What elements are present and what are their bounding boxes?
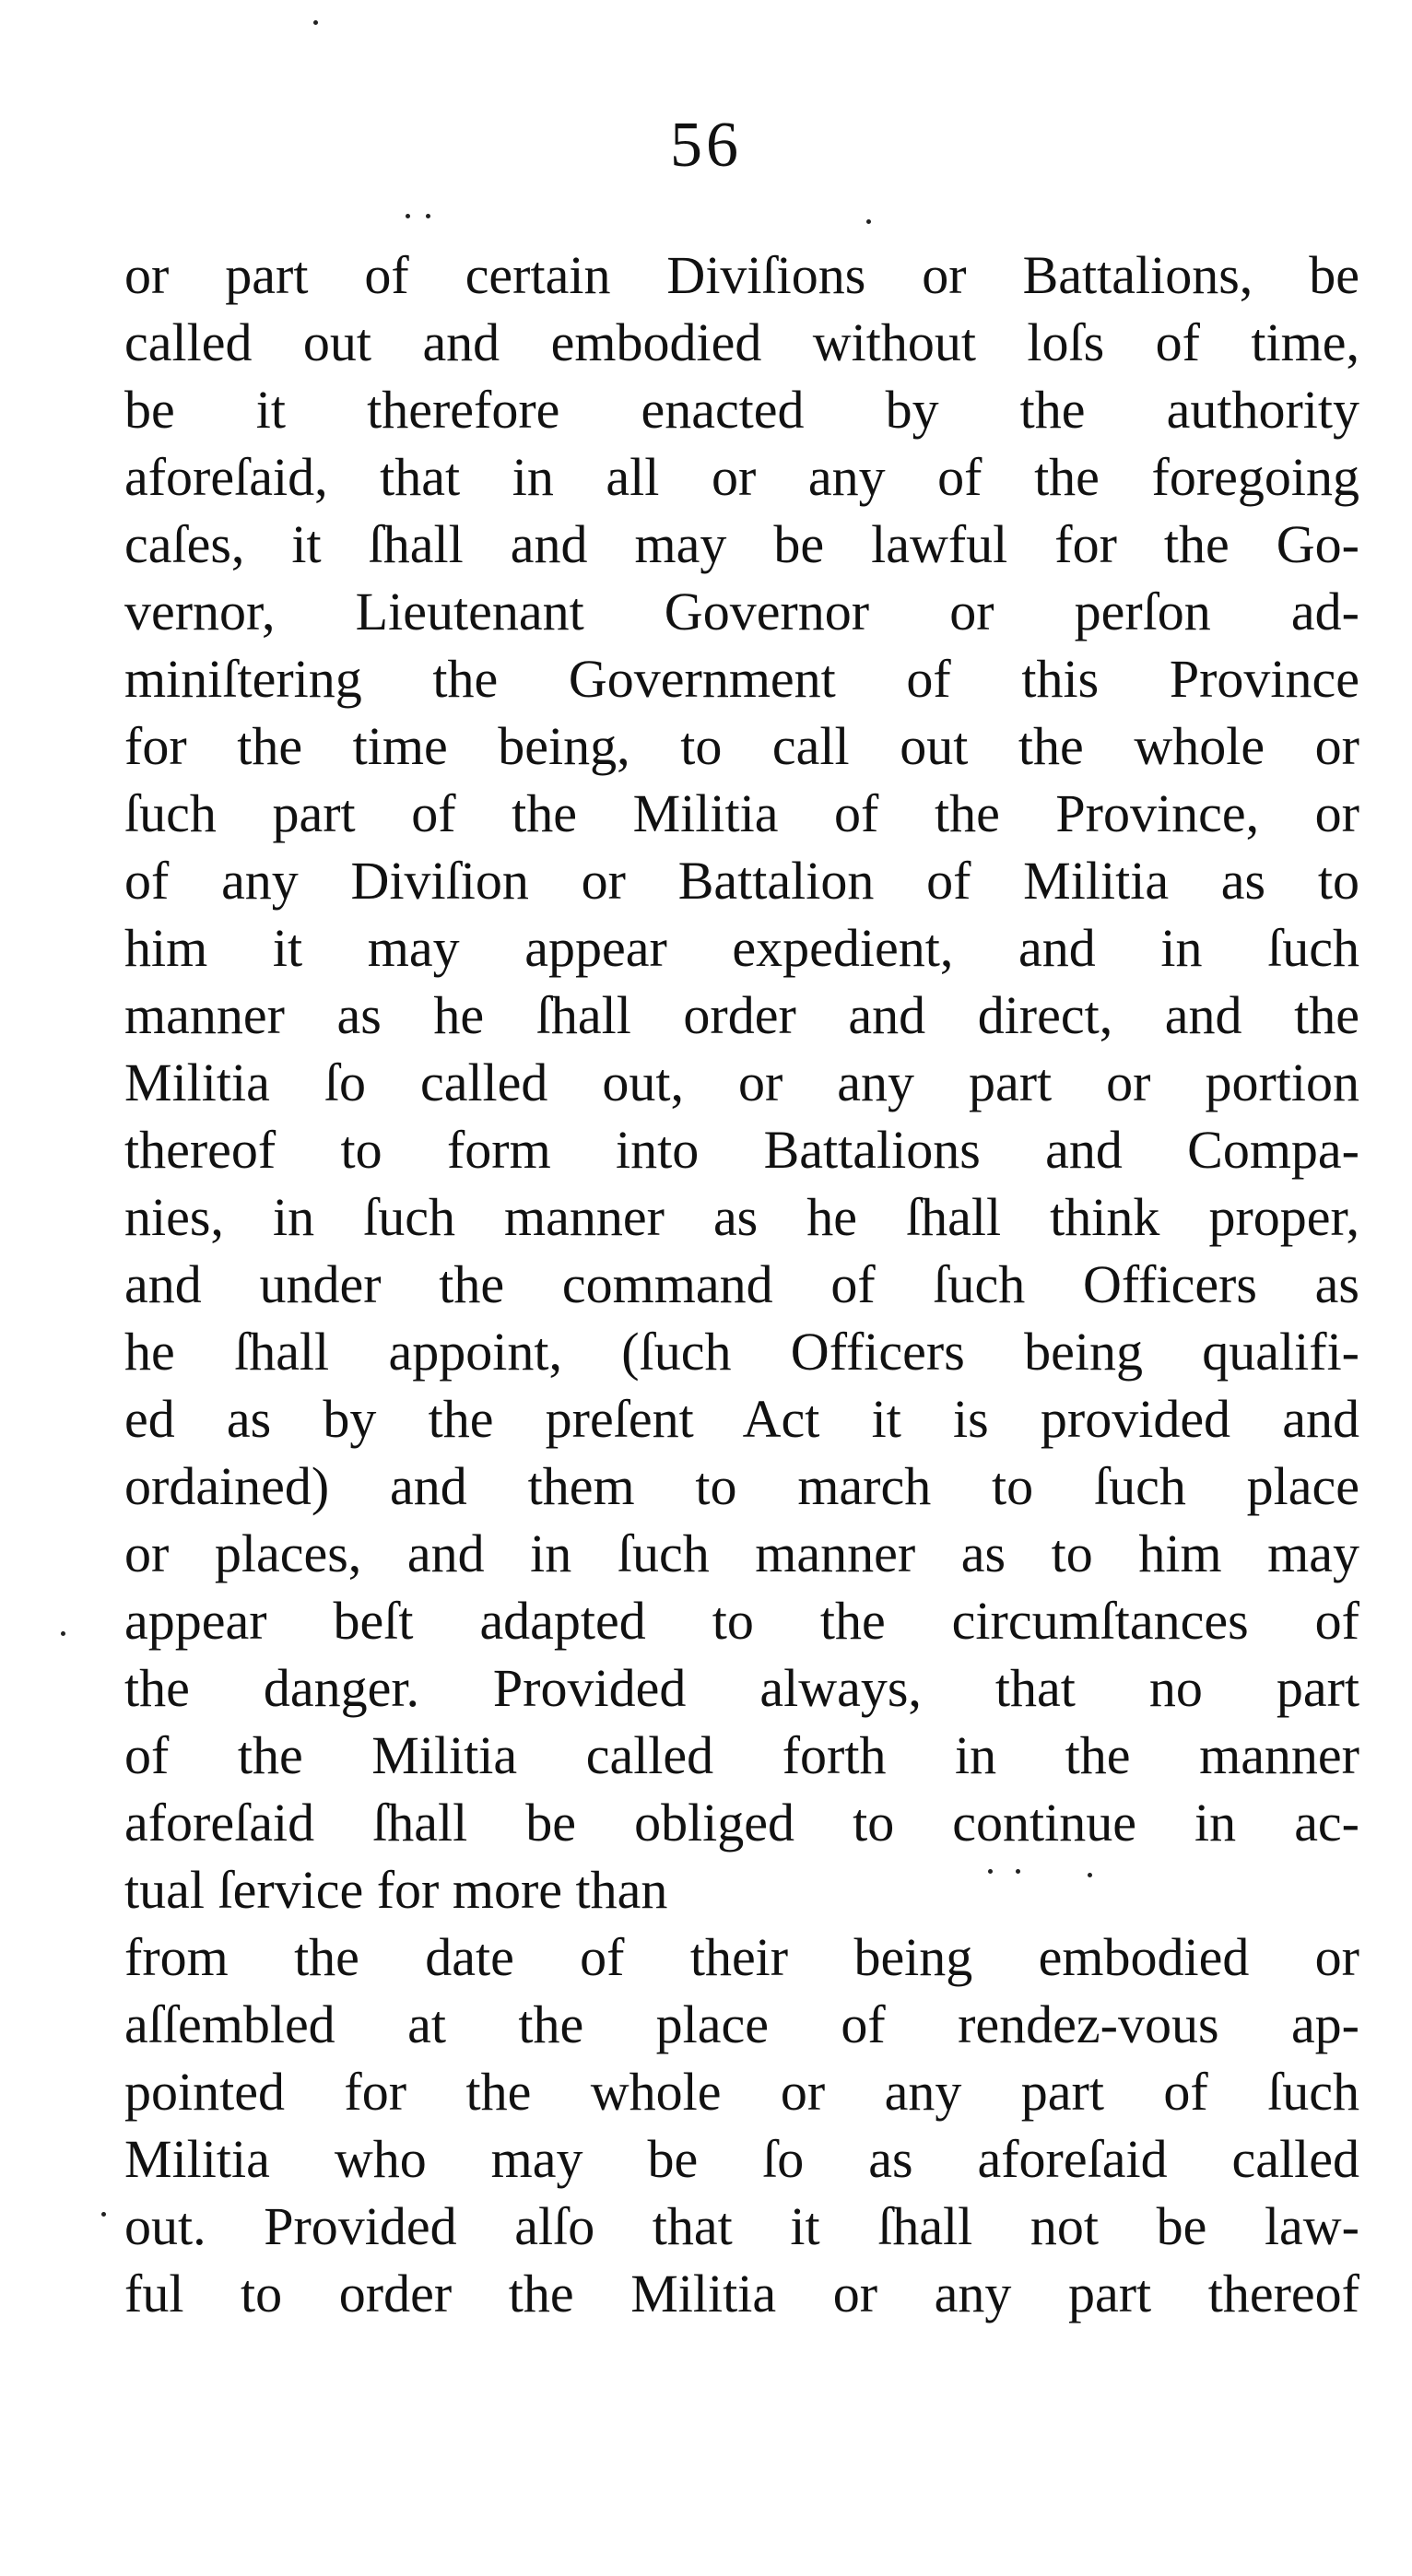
text-line: ordained) and them to march to ſuch place [124, 1456, 1359, 1516]
text-line: Militia ſo called out, or any part or portion [124, 1053, 1359, 1112]
ink-speck [406, 214, 410, 218]
text-line: ſuch part of the Militia of the Province, or [124, 783, 1359, 843]
text-line: aforeſaid ſhall be obliged to continue in ac- [124, 1793, 1359, 1853]
ink-speck [988, 1869, 993, 1874]
text-line: he ſhall appoint, (ſuch Officers being qualifi- [124, 1322, 1359, 1382]
text-line: the danger. Provided always, that no part [124, 1658, 1359, 1718]
ink-speck [313, 20, 318, 25]
text-line: out. Provided alſo that it ſhall not be law- [124, 2196, 1359, 2256]
text-line: him it may appear expedient, and in ſuch [124, 918, 1359, 978]
text-line: for the time being, to call out the whole or [124, 716, 1359, 776]
text-line: or part of certain Diviſions or Battalions, be [124, 245, 1359, 305]
page-number: 56 [670, 110, 742, 181]
text-line: vernor, Lieutenant Governor or perſon ad- [124, 582, 1359, 641]
text-line: and under the command of ſuch Officers as [124, 1254, 1359, 1314]
ink-speck [866, 219, 871, 224]
text-line: from the date of their being embodied or [124, 1927, 1359, 1987]
text-line: manner as he ſhall order and direct, and the [124, 985, 1359, 1045]
text-line: tual ſervice for more than [124, 1860, 668, 1920]
text-line: called out and embodied without loſs of time, [124, 312, 1359, 372]
body-text [124, 241, 1359, 2327]
ink-speck [101, 2212, 106, 2217]
ink-speck [61, 1631, 65, 1636]
text-line: aſſembled at the place of rendez-vous ap- [124, 1994, 1359, 2054]
text-line: of the Militia called forth in the manner [124, 1725, 1359, 1785]
ink-speck [1088, 1873, 1092, 1877]
text-line: be it therefore enacted by the authority [124, 380, 1359, 440]
text-line: thereof to form into Battalions and Compa- [124, 1120, 1359, 1180]
text-line: aforeſaid, that in all or any of the foregoing [124, 447, 1359, 507]
ink-speck [1016, 1869, 1020, 1874]
text-line: ed as by the preſent Act it is provided and [124, 1389, 1359, 1449]
text-line: nies, in ſuch manner as he ſhall think proper, [124, 1187, 1359, 1247]
text-line: pointed for the whole or any part of ſuch [124, 2062, 1359, 2122]
text-line: of any Diviſion or Battalion of Militia as to [124, 851, 1359, 911]
ink-speck [426, 214, 430, 218]
text-line: miniſtering the Government of this Province [124, 649, 1359, 709]
text-line: caſes, it ſhall and may be lawful for the Go- [124, 514, 1359, 574]
text-line: appear beſt adapted to the circumſtances of [124, 1591, 1359, 1651]
text-line: or places, and in ſuch manner as to him may [124, 1523, 1359, 1583]
text-line: Militia who may be ſo as aforeſaid called [124, 2129, 1359, 2189]
text-line: ful to order the Militia or any part thereof [124, 2264, 1359, 2323]
